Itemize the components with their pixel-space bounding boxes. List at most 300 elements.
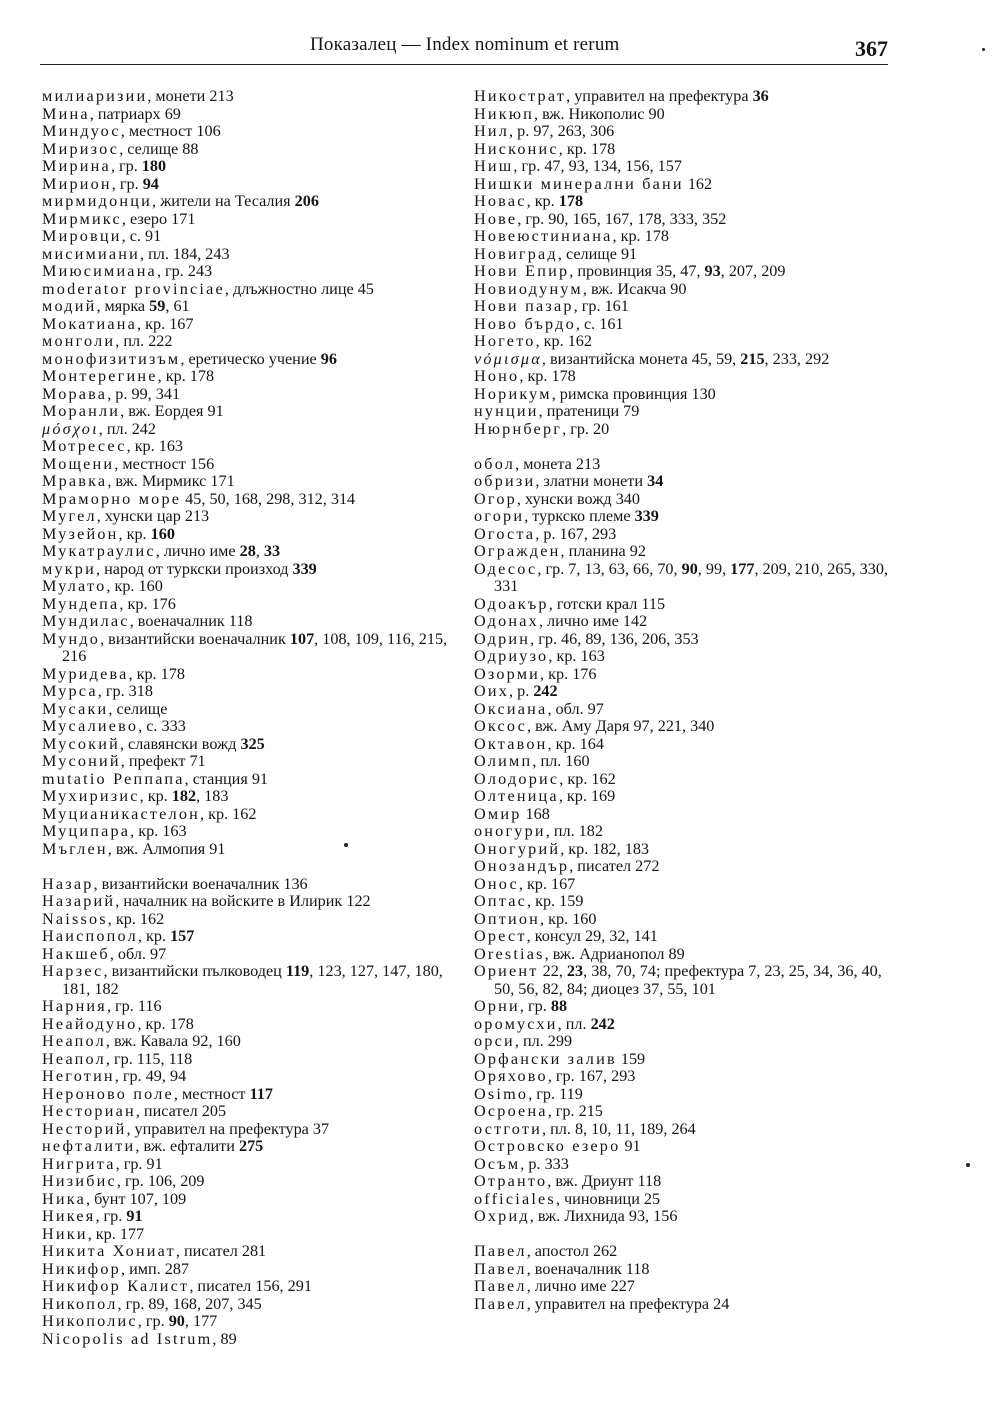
entry-headword: Мундо bbox=[42, 629, 101, 648]
entry-text: , пл. 242 bbox=[98, 419, 156, 438]
entry-text: 159 bbox=[616, 1049, 646, 1068]
index-entry bbox=[42, 123, 462, 141]
index-entry bbox=[42, 1243, 462, 1261]
entry-text: , кр. 178 bbox=[558, 139, 616, 158]
entry-headword: Мундепа bbox=[42, 594, 120, 613]
entry-text: , златни монети bbox=[535, 472, 648, 490]
index-entry bbox=[474, 596, 894, 614]
entry-text: , писател 205 bbox=[135, 1102, 227, 1120]
entry-text: , вж. Адрианопол 89 bbox=[544, 944, 685, 963]
entry-text: , 89 bbox=[212, 1329, 237, 1348]
index-entry bbox=[474, 421, 894, 439]
index-entry bbox=[42, 141, 462, 159]
index-entry bbox=[474, 911, 894, 929]
entry-text: , р. 167, 293 bbox=[535, 524, 617, 543]
index-entry bbox=[42, 368, 462, 386]
entry-text: , кр. 167 bbox=[137, 314, 194, 333]
entry-text: , кр. 167 bbox=[518, 874, 576, 893]
index-entry bbox=[42, 193, 462, 211]
entry-page-ref-main: 206 bbox=[294, 192, 319, 210]
index-entry bbox=[42, 351, 462, 369]
entry-page-ref-main: 117 bbox=[249, 1084, 273, 1103]
entry-text: , туркско племе bbox=[524, 507, 635, 525]
index-entry bbox=[42, 526, 462, 544]
entry-headword: Оптас bbox=[474, 892, 527, 910]
entry-text: , гр. 243 bbox=[156, 262, 213, 280]
index-entry bbox=[474, 228, 894, 246]
entry-page-ref-main: 23 bbox=[566, 962, 584, 980]
entry-headword: Музейон bbox=[42, 524, 119, 543]
entry-text: , кр. 162 bbox=[535, 332, 592, 350]
entry-text: , кр. bbox=[137, 927, 171, 945]
entry-headword: Миюсимиана bbox=[42, 262, 157, 280]
entry-headword: мукри bbox=[42, 559, 96, 578]
entry-headword: Оксиана bbox=[474, 699, 548, 718]
section-gap bbox=[42, 858, 462, 876]
entry-text: , кр. 162 bbox=[107, 909, 165, 928]
entry-headword: Олимп bbox=[474, 752, 533, 770]
index-entry bbox=[474, 1296, 894, 1314]
entry-text: , с. 91 bbox=[121, 227, 162, 245]
index-entry bbox=[42, 788, 462, 806]
entry-text: , р. bbox=[509, 682, 534, 700]
entry-headword: Мирион bbox=[42, 174, 112, 193]
entry-headword: Нероново поле bbox=[42, 1084, 174, 1103]
entry-headword: Нарзес bbox=[42, 962, 104, 980]
entry-headword: нефталити bbox=[42, 1137, 136, 1155]
entry-text: , кр. 169 bbox=[558, 787, 616, 805]
entry-headword: Октавон bbox=[474, 734, 548, 753]
entry-headword: Озорми bbox=[474, 664, 541, 683]
index-entry bbox=[474, 88, 894, 106]
entry-headword: Муципара bbox=[42, 822, 131, 840]
entry-headword: Назарий bbox=[42, 892, 116, 910]
index-entry bbox=[42, 841, 462, 859]
entry-headword: мисимиани bbox=[42, 244, 140, 263]
index-entry bbox=[42, 1086, 462, 1104]
entry-text: , кр. 178 bbox=[128, 664, 185, 683]
entry-text: , кр. 160 bbox=[106, 577, 163, 595]
entry-headword: оногури bbox=[474, 822, 546, 840]
entry-text: , славянски вожд bbox=[119, 734, 241, 753]
entry-headword: Одесос bbox=[474, 559, 538, 578]
entry-headword: Орест bbox=[474, 927, 527, 945]
index-entry bbox=[474, 561, 894, 596]
entry-headword: Naissos bbox=[42, 909, 108, 928]
entry-headword: Неготин bbox=[42, 1067, 115, 1085]
index-entry bbox=[474, 613, 894, 631]
entry-headword: Морава bbox=[42, 384, 108, 403]
entry-headword: Ноно bbox=[474, 367, 520, 385]
entry-headword: Монтерегине bbox=[42, 367, 158, 385]
index-entry bbox=[474, 333, 894, 351]
entry-headword: Наиспопол bbox=[42, 927, 138, 945]
entry-text: , гр. 167, 293 bbox=[547, 1067, 636, 1085]
entry-text: , гр. bbox=[519, 997, 551, 1015]
entry-text: , обл. 97 bbox=[109, 944, 167, 963]
entry-headword: Osimo bbox=[474, 1084, 529, 1103]
entry-text: , кр. bbox=[139, 787, 172, 805]
entry-headword: Мирмикс bbox=[42, 209, 122, 228]
index-entry bbox=[42, 473, 462, 491]
index-entry bbox=[42, 666, 462, 684]
entry-headword: Orestias bbox=[474, 944, 545, 963]
index-entry bbox=[42, 771, 462, 789]
entry-headword: Орфански залив bbox=[474, 1049, 617, 1068]
entry-headword: остготи bbox=[474, 1119, 543, 1138]
entry-text: , писател 156, 291 bbox=[189, 1277, 312, 1295]
entry-page-ref-main: 178 bbox=[558, 192, 584, 210]
index-entry bbox=[42, 298, 462, 316]
entry-text: , кр. 163 bbox=[548, 647, 605, 665]
entry-headword: Ника bbox=[42, 1189, 86, 1208]
entry-text: , гр. bbox=[95, 1207, 127, 1225]
index-entry bbox=[42, 1313, 462, 1331]
entry-text: , пл. 222 bbox=[115, 332, 173, 350]
entry-page-ref-main: 91 bbox=[126, 1207, 143, 1225]
entry-text: , кр. 163 bbox=[130, 822, 187, 840]
entry-text: , пл. 182 bbox=[545, 822, 603, 840]
index-entry bbox=[42, 263, 462, 281]
entry-page-ref-main: 157 bbox=[170, 927, 195, 945]
index-entry bbox=[42, 421, 462, 439]
entry-text: , префект 71 bbox=[120, 752, 206, 770]
index-entry bbox=[42, 508, 462, 526]
entry-headword: moderator provinciae bbox=[42, 279, 225, 298]
entry-text: , р. 99, 341 bbox=[107, 384, 181, 403]
index-entry bbox=[474, 1033, 894, 1051]
entry-headword: Несториан bbox=[42, 1102, 136, 1120]
entry-text: , гр. 119 bbox=[528, 1084, 583, 1103]
index-entry bbox=[42, 1068, 462, 1086]
entry-text: , bbox=[255, 542, 264, 560]
entry-headword: Павел bbox=[474, 1294, 527, 1313]
index-entry bbox=[42, 561, 462, 579]
entry-headword: Одрин bbox=[474, 629, 531, 648]
index-entry bbox=[474, 246, 894, 264]
entry-headword: Одриузо bbox=[474, 647, 549, 665]
entry-headword: Онос bbox=[474, 874, 519, 893]
index-entry bbox=[474, 491, 894, 509]
entry-headword: Мъглен bbox=[42, 839, 108, 858]
index-entry bbox=[42, 1033, 462, 1051]
entry-text: , 209, 210, 265, 330, 331 bbox=[494, 559, 888, 595]
entry-text: , управител на префектура 37 bbox=[126, 1119, 330, 1138]
entry-headword: Огор bbox=[474, 489, 517, 508]
entry-text: , вж. ефталити bbox=[135, 1137, 239, 1155]
index-entry bbox=[474, 1191, 894, 1209]
index-entry bbox=[42, 718, 462, 736]
index-entry bbox=[474, 158, 894, 176]
index-entry bbox=[474, 1103, 894, 1121]
index-entry bbox=[42, 1121, 462, 1139]
index-entry bbox=[474, 1068, 894, 1086]
index-entry bbox=[42, 1278, 462, 1296]
index-entry bbox=[474, 456, 894, 474]
header-rule bbox=[40, 64, 888, 65]
entry-text: , селище bbox=[108, 699, 168, 718]
index-entry bbox=[42, 946, 462, 964]
entry-text: , селище 88 bbox=[119, 139, 199, 158]
entry-text: , гр. 318 bbox=[97, 682, 153, 700]
index-entry bbox=[474, 211, 894, 229]
entry-text: , управител на префектура 24 bbox=[526, 1294, 730, 1313]
entry-text: , гр. 90, 165, 167, 178, 333, 352 bbox=[517, 209, 727, 228]
entry-text: , кр. bbox=[118, 524, 151, 543]
entry-page-ref-main: 119 bbox=[285, 962, 310, 980]
entry-text: 45, 50, 168, 298, 312, 314 bbox=[181, 489, 356, 508]
entry-text: , военачалник 118 bbox=[129, 612, 253, 630]
index-entry bbox=[474, 263, 894, 281]
index-entry bbox=[42, 281, 462, 299]
entry-headword: Нове bbox=[474, 209, 518, 228]
index-entry bbox=[42, 876, 462, 894]
index-entry bbox=[474, 508, 894, 526]
index-entry bbox=[474, 141, 894, 159]
index-entry bbox=[42, 998, 462, 1016]
entry-text: , началник на войските в Илирик 122 bbox=[115, 892, 371, 910]
entry-headword: Неапол bbox=[42, 1032, 106, 1050]
index-entry bbox=[42, 683, 462, 701]
entry-page-ref-main: 215 bbox=[740, 349, 765, 368]
entry-headword: Новиград bbox=[474, 244, 558, 263]
entry-page-ref-main: 88 bbox=[550, 997, 568, 1015]
entry-headword: Ногето bbox=[474, 332, 536, 350]
index-entry bbox=[474, 946, 894, 964]
entry-text: , кр. 177 bbox=[87, 1224, 145, 1243]
entry-text: , планина 92 bbox=[560, 542, 646, 560]
entry-headword: μόσχοι bbox=[42, 419, 99, 438]
entry-headword: Островско езеро bbox=[474, 1137, 621, 1155]
index-entry bbox=[42, 491, 462, 509]
index-entry bbox=[474, 893, 894, 911]
entry-text: , кр. 164 bbox=[547, 734, 604, 753]
entry-text: , гр. 116 bbox=[106, 997, 162, 1015]
index-entry bbox=[42, 963, 462, 998]
entry-text: , 61 bbox=[165, 297, 190, 315]
index-entry bbox=[42, 333, 462, 351]
entry-headword: mutatio Реппапа bbox=[42, 769, 185, 788]
entry-text: , станция 91 bbox=[184, 769, 269, 788]
entry-text: , вж. Мирмикс 171 bbox=[107, 472, 235, 490]
entry-text: , езеро 171 bbox=[121, 209, 196, 228]
entry-headword: Миризос bbox=[42, 139, 120, 158]
entry-text: , вж. Исакча 90 bbox=[582, 279, 687, 298]
entry-text: , гр. 161 bbox=[573, 297, 629, 315]
entry-text: , местност 156 bbox=[114, 454, 215, 473]
entry-headword: Никострат bbox=[474, 87, 567, 105]
entry-text: , обл. 97 bbox=[547, 699, 604, 718]
index-entry bbox=[42, 911, 462, 929]
entry-page-ref-main: 275 bbox=[238, 1137, 264, 1155]
entry-headword: Ники bbox=[42, 1224, 88, 1243]
entry-headword: νόμισμα bbox=[474, 349, 542, 368]
entry-text: , кр. 182, 183 bbox=[560, 839, 650, 858]
entry-text: , местност bbox=[173, 1084, 250, 1103]
entry-text: , 207, 209 bbox=[720, 262, 786, 280]
entry-text: , вж. Еордея 91 bbox=[120, 402, 224, 420]
index-entry bbox=[474, 718, 894, 736]
index-entry bbox=[474, 666, 894, 684]
entry-text: 91 bbox=[620, 1137, 641, 1155]
entry-text: , жители на Тесалия bbox=[151, 192, 295, 210]
index-entry bbox=[42, 596, 462, 614]
entry-page-ref-main: 94 bbox=[142, 174, 159, 193]
entry-headword: Новас bbox=[474, 192, 527, 210]
index-entry bbox=[42, 1173, 462, 1191]
entry-headword: Нови пазар bbox=[474, 297, 574, 315]
entry-headword: Оптион bbox=[474, 909, 541, 928]
entry-headword: Мировци bbox=[42, 227, 122, 245]
entry-headword: Низибис bbox=[42, 1172, 117, 1190]
entry-headword: Никопол bbox=[42, 1294, 118, 1313]
entry-headword: Мраморно море bbox=[42, 489, 182, 508]
entry-text: , гр. bbox=[111, 174, 143, 193]
index-entry bbox=[42, 88, 462, 106]
index-entry bbox=[42, 928, 462, 946]
entry-text: , гр. 115, 118 bbox=[105, 1049, 193, 1068]
index-entry bbox=[42, 1156, 462, 1174]
entry-text: , вж. Алмопия 91 bbox=[107, 839, 226, 858]
entry-text: , гр. 91 bbox=[115, 1154, 163, 1173]
entry-text: , кр. 178 bbox=[519, 367, 576, 385]
entry-headword: Павел bbox=[474, 1277, 527, 1295]
entry-text: , кр. 176 bbox=[119, 594, 176, 613]
entry-page-ref-main: 96 bbox=[320, 349, 337, 368]
entry-text: , хунски вожд 340 bbox=[516, 489, 640, 508]
index-entry bbox=[474, 298, 894, 316]
entry-page-ref-main: 36 bbox=[752, 87, 769, 105]
entry-headword: Ориент bbox=[474, 962, 539, 980]
entry-headword: Мухиризис bbox=[42, 787, 140, 805]
entry-text: 168 bbox=[521, 804, 550, 823]
entry-page-ref-main: 90 bbox=[681, 559, 698, 578]
index-entry bbox=[474, 1121, 894, 1139]
entry-headword: officiales bbox=[474, 1189, 556, 1208]
entry-text: , вж. Никополис 90 bbox=[533, 104, 665, 123]
entry-text: , вж. Лихнида 93, 156 bbox=[529, 1207, 678, 1225]
entry-headword: Нишки минерални бани bbox=[474, 174, 684, 193]
entry-headword: Мравка bbox=[42, 472, 108, 490]
index-entry bbox=[42, 806, 462, 824]
entry-text: , имп. 287 bbox=[120, 1259, 190, 1278]
entry-text: , монета 213 bbox=[515, 454, 601, 473]
entry-headword: Орни bbox=[474, 997, 520, 1015]
entry-text: , кр. bbox=[526, 192, 559, 210]
entry-headword: обризи bbox=[474, 472, 536, 490]
entry-text: , еретическо учение bbox=[180, 349, 321, 368]
entry-headword: Мотресес bbox=[42, 437, 127, 455]
entry-headword: Мулато bbox=[42, 577, 107, 595]
speck-mark bbox=[966, 1163, 970, 1167]
index-entry bbox=[42, 736, 462, 754]
entry-page-ref-main: 242 bbox=[533, 682, 558, 700]
index-entry bbox=[474, 841, 894, 859]
entry-headword: Оряхово bbox=[474, 1067, 548, 1085]
entry-headword: Нарния bbox=[42, 997, 107, 1015]
index-entry bbox=[474, 473, 894, 491]
index-entry bbox=[474, 683, 894, 701]
entry-headword: Одонах bbox=[474, 612, 539, 630]
entry-text: , хунски цар 213 bbox=[96, 507, 210, 525]
entry-text: , 183 bbox=[196, 787, 229, 805]
index-entry bbox=[474, 771, 894, 789]
index-entry bbox=[42, 631, 462, 666]
entry-text: , кр. 178 bbox=[137, 1014, 194, 1033]
index-entry bbox=[42, 701, 462, 719]
entry-headword: оромусхи bbox=[474, 1014, 558, 1033]
entry-headword: Мина bbox=[42, 104, 90, 123]
index-entry bbox=[42, 1016, 462, 1034]
entry-text: , римска провинция 130 bbox=[551, 384, 716, 403]
running-header bbox=[40, 34, 888, 64]
entry-text: , кр. 160 bbox=[540, 909, 597, 928]
entry-text: , гр. bbox=[137, 1312, 169, 1330]
entry-headword: Ново бърдо bbox=[474, 314, 576, 333]
entry-text: , монети 213 bbox=[147, 87, 234, 105]
entry-headword: Мокатиана bbox=[42, 314, 138, 333]
entry-headword: Новиодунум bbox=[474, 279, 583, 298]
entry-text: , гр. 49, 94 bbox=[114, 1067, 187, 1085]
index-entry bbox=[42, 386, 462, 404]
index-entry bbox=[42, 403, 462, 421]
index-entry bbox=[42, 316, 462, 334]
index-entry bbox=[474, 316, 894, 334]
entry-text: , византийски военачалник 136 bbox=[93, 874, 308, 893]
entry-text: , гр. 46, 89, 136, 206, 353 bbox=[530, 629, 699, 648]
entry-page-ref-main: 182 bbox=[171, 787, 197, 805]
entry-text: , лично име 227 bbox=[526, 1277, 635, 1295]
index-entry bbox=[474, 1156, 894, 1174]
entry-page-ref-main: 59 bbox=[149, 297, 166, 315]
entry-headword: монголи bbox=[42, 332, 116, 350]
index-entry bbox=[42, 1208, 462, 1226]
entry-headword: Оногурий bbox=[474, 839, 561, 858]
index-entry bbox=[474, 998, 894, 1016]
entry-headword: модий bbox=[42, 297, 97, 315]
entry-headword: Никюп bbox=[474, 104, 534, 123]
entry-text: , апостол 262 bbox=[526, 1242, 618, 1260]
header-title: Показалец — Index nominum et rerum bbox=[310, 34, 620, 55]
entry-headword: Нюрнберг bbox=[474, 419, 563, 438]
index-entry bbox=[42, 823, 462, 841]
entry-headword: Муцианикастелон bbox=[42, 804, 201, 823]
entry-headword: Мусоний bbox=[42, 752, 121, 770]
entry-headword: Одоакър bbox=[474, 594, 549, 613]
entry-text: , с. 161 bbox=[575, 314, 624, 333]
entry-text: , местност 106 bbox=[120, 122, 221, 140]
entry-text: , длъжностно лице 45 bbox=[224, 279, 374, 298]
entry-text: , р. 97, 263, 306 bbox=[509, 122, 615, 140]
entry-text: , кр. 178 bbox=[157, 367, 215, 385]
entry-text: , гр. 106, 209 bbox=[116, 1172, 205, 1190]
index-entry bbox=[474, 403, 894, 421]
index-entry bbox=[474, 368, 894, 386]
entry-headword: Миндуос bbox=[42, 122, 121, 140]
entry-page-ref-main: 180 bbox=[141, 157, 167, 175]
index-entry bbox=[42, 1103, 462, 1121]
index-entry bbox=[474, 1016, 894, 1034]
entry-text: , кр. 176 bbox=[540, 664, 597, 683]
entry-text: , народ от туркски произход bbox=[95, 559, 293, 578]
index-entry bbox=[474, 806, 894, 824]
entry-headword: Назар bbox=[42, 874, 94, 893]
entry-headword: Мирина bbox=[42, 157, 111, 175]
entry-text: , пратеници 79 bbox=[538, 402, 640, 420]
index-entry bbox=[474, 736, 894, 754]
entry-text: , византийска монета 45, 59, bbox=[541, 349, 741, 368]
entry-headword: Охрид bbox=[474, 1207, 530, 1225]
